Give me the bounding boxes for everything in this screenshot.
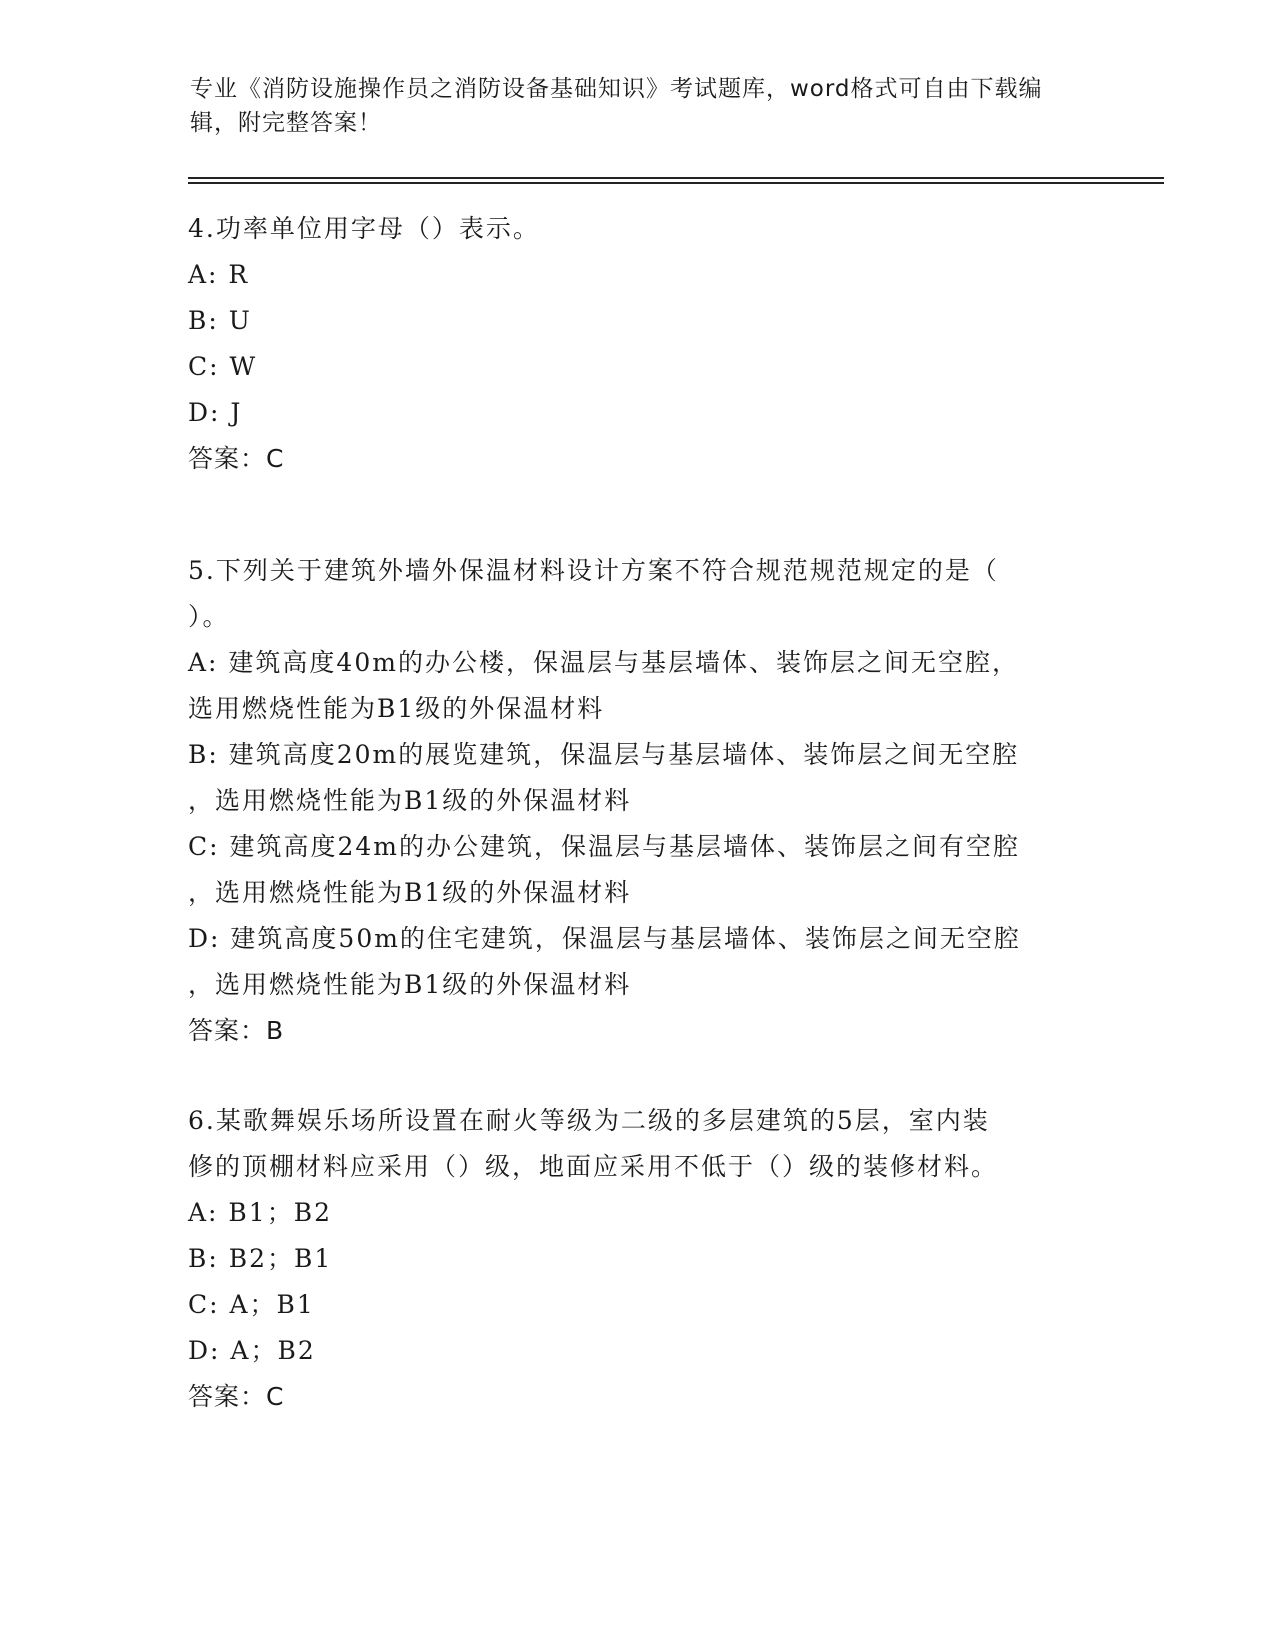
question-stem-line-1: 5.下列关于建筑外墙外保温材料设计方案不符合规范规范规定的是（	[188, 556, 999, 585]
option-a: A: R	[188, 260, 250, 289]
option-b: B: B2；B1	[188, 1244, 333, 1273]
option-d: D: A；B2	[188, 1336, 316, 1365]
answer-line: 答案：C	[188, 444, 285, 473]
option-d-line-1: D: 建筑高度50m的住宅建筑，保温层与基层墙体、装饰层之间无空腔	[188, 924, 1021, 953]
option-a-line-1: A: 建筑高度40m的办公楼，保温层与基层墙体、装饰层之间无空腔，	[188, 648, 1019, 677]
answer-line: 答案：C	[188, 1382, 285, 1411]
header-line-2: 辑，附完整答案！	[190, 110, 382, 136]
answer-line: 答案：B	[188, 1016, 285, 1045]
question-stem-line-1: 6.某歌舞娱乐场所设置在耐火等级为二级的多层建筑的5层，室内装	[188, 1106, 990, 1135]
option-c: C: W	[188, 352, 258, 381]
question-stem: 4.功率单位用字母（）表示。	[188, 214, 540, 243]
option-c: C: A；B1	[188, 1290, 315, 1319]
option-b-line-1: B: 建筑高度20m的展览建筑，保温层与基层墙体、装饰层之间无空腔	[188, 740, 1020, 769]
question-5	[188, 548, 1088, 1054]
option-b-line-2: ，选用燃烧性能为B1级的外保温材料	[188, 786, 632, 815]
option-c-line-2: ，选用燃烧性能为B1级的外保温材料	[188, 878, 632, 907]
option-d	[188, 916, 1088, 1008]
question-4	[188, 206, 1088, 482]
question-stem-line-2: 修的顶棚材料应采用（）级，地面应采用不低于（）级的装修材料。	[188, 1152, 999, 1181]
option-b	[188, 732, 1088, 824]
option-c-line-1: C: 建筑高度24m的办公建筑，保温层与基层墙体、装饰层之间有空腔	[188, 832, 1021, 861]
option-a	[188, 640, 1088, 732]
question-6	[188, 1098, 1088, 1420]
option-a: A: B1；B2	[188, 1198, 332, 1227]
header-divider-top	[188, 177, 1164, 179]
option-d: D: J	[188, 398, 243, 427]
option-d-line-2: ，选用燃烧性能为B1级的外保温材料	[188, 970, 632, 999]
option-a-line-2: 选用燃烧性能为B1级的外保温材料	[188, 694, 605, 723]
question-stem-line-2: ）。	[188, 602, 230, 631]
option-c	[188, 824, 1088, 916]
document-header	[190, 72, 1090, 140]
header-line-1: 专业《消防设施操作员之消防设备基础知识》考试题库，word格式可自由下载编	[190, 76, 1043, 102]
option-b: B: U	[188, 306, 252, 335]
header-divider-bottom	[188, 182, 1164, 184]
